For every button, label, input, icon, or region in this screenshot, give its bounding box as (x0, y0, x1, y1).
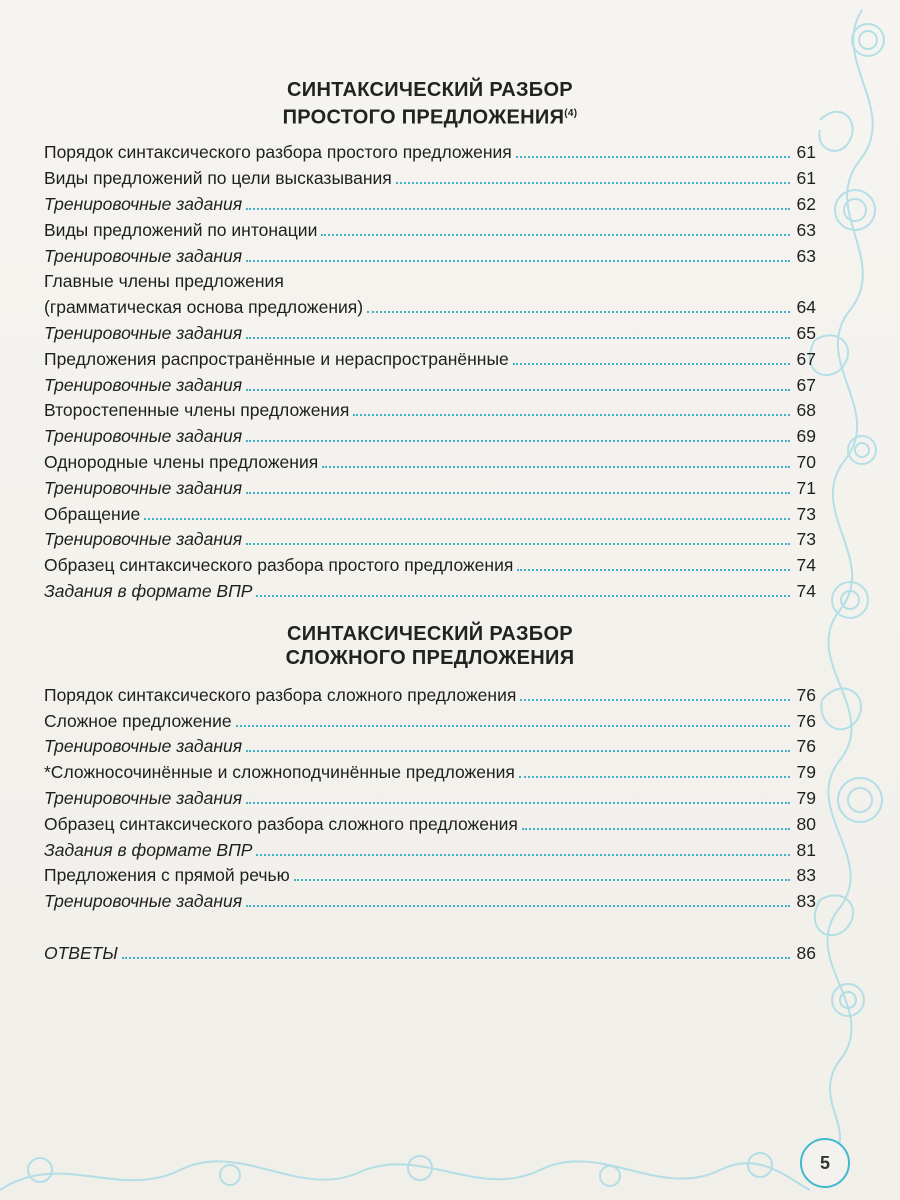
toc-entry-page: 73 (796, 503, 816, 524)
toc-entry-page: 76 (796, 736, 816, 757)
toc-entry-label: Однородные члены предложения (44, 452, 319, 473)
toc-entry[interactable] (44, 783, 816, 809)
toc-entry[interactable] (44, 267, 816, 293)
toc-entry-label: Порядок синтаксического разбора простого предложения (44, 142, 512, 163)
dot-leader (246, 208, 790, 210)
toc-list-simple-sentence (44, 138, 816, 602)
dot-leader (367, 311, 790, 313)
toc-entry[interactable] (44, 499, 816, 525)
dot-leader (522, 828, 790, 830)
toc-entry[interactable] (44, 473, 816, 499)
dot-leader (246, 750, 790, 752)
toc-entry[interactable] (44, 370, 816, 396)
toc-entry[interactable] (44, 757, 816, 783)
toc-entry[interactable] (44, 525, 816, 551)
page-number-badge (800, 1138, 850, 1188)
toc-entry-label: (грамматическая основа предложения) (44, 297, 364, 318)
toc-entry-page: 64 (796, 297, 816, 318)
heading-line-2: СЛОЖНОГО ПРЕДЛОЖЕНИЯ (285, 647, 575, 669)
toc-entry[interactable] (44, 421, 816, 447)
toc-entry-label: Тренировочные задания (44, 529, 243, 550)
dot-leader (246, 260, 790, 262)
toc-entry-page: 76 (796, 710, 816, 731)
dot-leader (322, 466, 790, 468)
toc-entry-label: ОТВЕТЫ (44, 942, 118, 963)
dot-leader (294, 879, 790, 881)
toc-entry-page: 67 (796, 374, 816, 395)
toc-entry-label: Главные члены предложения (44, 271, 284, 292)
dot-leader (353, 414, 790, 416)
toc-entry-page: 63 (796, 219, 816, 240)
toc-entry-page: 69 (796, 426, 816, 447)
heading-line-1: СИНТАКСИЧЕСКИЙ РАЗБОР (287, 623, 573, 645)
dot-leader (520, 699, 790, 701)
toc-entry-page: 74 (796, 555, 816, 576)
toc-entry-page: 76 (796, 684, 816, 705)
toc-entry-page: 83 (796, 865, 816, 886)
toc-entry-label: Второстепенные члены предложения (44, 400, 350, 421)
toc-entry-label: Порядок синтаксического разбора сложного предложения (44, 684, 517, 705)
dot-leader (246, 543, 790, 545)
toc-entry-page: 80 (796, 813, 816, 834)
dot-leader (256, 595, 790, 597)
toc-entry[interactable] (44, 292, 816, 318)
table-of-contents (44, 78, 816, 964)
toc-entry[interactable] (44, 189, 816, 215)
toc-list-complex-sentence (44, 680, 816, 912)
toc-entry[interactable] (44, 680, 816, 706)
toc-entry-label: Сложное предложение (44, 710, 232, 731)
dot-leader (513, 363, 790, 365)
toc-entry-label: Тренировочные задания (44, 891, 243, 912)
dot-leader (516, 156, 790, 158)
dot-leader (517, 569, 790, 571)
toc-entry[interactable] (44, 318, 816, 344)
toc-entry-label: Тренировочные задания (44, 374, 243, 395)
toc-entry-label: Тренировочные задания (44, 194, 243, 215)
dot-leader (236, 725, 790, 727)
toc-entry-label: Задания в формате ВПР (44, 839, 253, 860)
toc-entry-label: Образец синтаксического разбора сложного предложения (44, 813, 518, 834)
dot-leader (144, 518, 790, 520)
dot-leader (246, 440, 790, 442)
dot-leader (246, 492, 790, 494)
toc-entry[interactable] (44, 215, 816, 241)
toc-entry[interactable] (44, 576, 816, 602)
toc-entry-page: 79 (796, 787, 816, 808)
toc-entry-page: 70 (796, 452, 816, 473)
toc-entry-page: 61 (796, 168, 816, 189)
toc-entry-page: 79 (796, 762, 816, 783)
toc-entry-label: Обращение (44, 503, 141, 524)
toc-entry-page: 67 (796, 348, 816, 369)
dot-leader (246, 337, 790, 339)
dot-leader (246, 802, 790, 804)
section-heading-complex-sentence (44, 622, 816, 670)
toc-entry[interactable] (44, 344, 816, 370)
toc-entry-label: Тренировочные задания (44, 477, 243, 498)
toc-entry-page: 74 (796, 581, 816, 601)
toc-entry-page: 83 (796, 891, 816, 912)
dot-leader (396, 182, 790, 184)
toc-entry[interactable] (44, 861, 816, 887)
toc-entry-label: Виды предложений по цели высказывания (44, 168, 392, 189)
toc-entry[interactable] (44, 241, 816, 267)
toc-entry-page: 63 (796, 245, 816, 266)
toc-entry-label: Виды предложений по интонации (44, 219, 318, 240)
toc-entry-page: 86 (796, 942, 816, 963)
toc-entry-page: 62 (796, 194, 816, 215)
toc-entry-label: *Сложносочинённые и сложноподчинённые предложения (44, 762, 515, 783)
dot-leader (256, 854, 790, 856)
toc-entry-label: Предложения распространённые и нераспространённые (44, 348, 509, 369)
dot-leader (321, 234, 790, 236)
heading-superscript: (4) (564, 108, 578, 119)
toc-entry-page: 68 (796, 400, 816, 421)
toc-entry-label: Задания в формате ВПР (44, 581, 253, 601)
toc-entry-page: 61 (796, 142, 816, 163)
toc-entry-answers[interactable] (44, 938, 816, 964)
toc-entry-label: Образец синтаксического разбора простого предложения (44, 555, 514, 576)
toc-entry[interactable] (44, 396, 816, 422)
toc-entry[interactable] (44, 706, 816, 732)
toc-entry-label: Тренировочные задания (44, 245, 243, 266)
toc-entry[interactable] (44, 138, 816, 164)
toc-entry-label: Предложения с прямой речью (44, 865, 290, 886)
toc-entry-page: 73 (796, 529, 816, 550)
toc-entry-page: 81 (796, 839, 816, 860)
toc-entry-page: 71 (796, 477, 816, 498)
toc-entry-label: Тренировочные задания (44, 323, 243, 344)
dot-leader (246, 905, 790, 907)
toc-entry-label: Тренировочные задания (44, 736, 243, 757)
toc-entry[interactable] (44, 732, 816, 758)
toc-entry[interactable] (44, 809, 816, 835)
toc-entry[interactable] (44, 550, 816, 576)
dot-leader (246, 389, 790, 391)
section-heading-simple-sentence (44, 78, 816, 130)
page-number: 5 (819, 1152, 830, 1173)
dot-leader (519, 776, 790, 778)
toc-entry[interactable] (44, 447, 816, 473)
toc-entry-label: Тренировочные задания (44, 426, 243, 447)
toc-entry[interactable] (44, 163, 816, 189)
dot-leader (122, 957, 790, 959)
toc-entry-label: Тренировочные задания (44, 787, 243, 808)
toc-entry[interactable] (44, 835, 816, 861)
heading-line-1: СИНТАКСИЧЕСКИЙ РАЗБОР (287, 79, 573, 101)
toc-entry[interactable] (44, 886, 816, 912)
heading-line-2: ПРОСТОГО ПРЕДЛОЖЕНИЯ (282, 106, 565, 129)
toc-entry-page: 65 (796, 323, 816, 344)
